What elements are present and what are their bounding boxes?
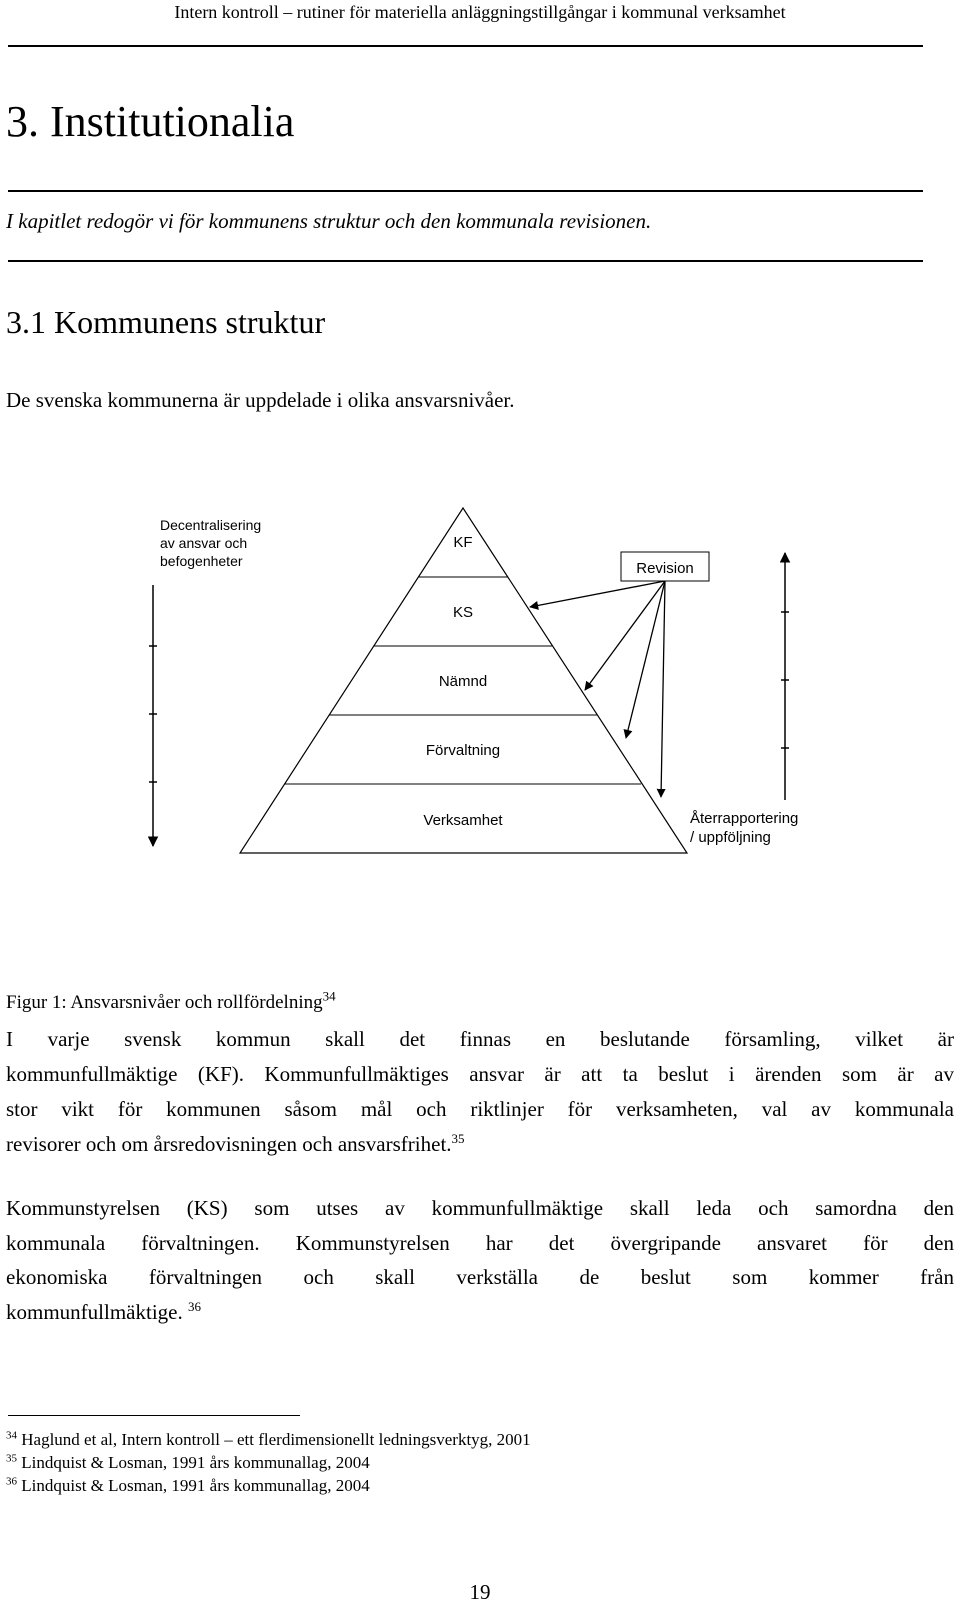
- paragraph-1-line-4: [6, 1129, 465, 1159]
- footnote-35-text: Lindquist & Losman, 1991 års kommunallag, 2004: [21, 1453, 370, 1472]
- paragraph-2-line-4: [6, 1297, 201, 1327]
- footnote-36-text: Lindquist & Losman, 1991 års kommunallag, 2004: [21, 1476, 370, 1495]
- footnote-35: [6, 1452, 370, 1474]
- decentralization-label-line-3: befogenheter: [160, 553, 243, 569]
- footnote-34-text: Haglund et al, Intern kontroll – ett flerdimensionellt ledningsverktyg, 2001: [21, 1430, 531, 1449]
- running-header: Intern kontroll – rutiner för materiella anläggningstillgångar i kommunal verksamhet: [174, 2, 786, 22]
- reporting-label-line-1: Återrapportering: [690, 810, 799, 827]
- decentralization-arrow: [149, 585, 157, 846]
- paragraph-1-note: 35: [451, 1131, 465, 1146]
- chapter-rule-bottom: [8, 260, 923, 262]
- figure-caption-text: Figur 1: Ansvarsnivåer och rollfördelning: [6, 992, 323, 1013]
- pyramid-level-kf: KF: [453, 534, 473, 551]
- decentralization-label-line-2: av ansvar och: [160, 535, 248, 551]
- decentralization-label-line-1: Decentralisering: [160, 517, 262, 533]
- section-lead: De svenska kommunerna är uppdelade i olika ansvarsnivåer.: [6, 388, 515, 412]
- paragraph-1-line-2: kommunfullmäktige (KF). Kommunfullmäktiges ansvar är att ta beslut i ärenden som är av: [6, 1062, 954, 1086]
- chapter-intro: I kapitlet redogör vi för kommunens struktur och den kommunala revisionen.: [6, 209, 652, 233]
- header-rule: [8, 45, 923, 47]
- footnote-separator: [8, 1415, 300, 1416]
- paragraph-2-line-4-text: kommunfullmäktige.: [6, 1300, 183, 1324]
- footnote-35-number: 35: [6, 1452, 17, 1465]
- footnote-34: [6, 1429, 531, 1451]
- revision-arrows: [530, 581, 665, 797]
- section-title: 3.1 Kommunens struktur: [6, 304, 326, 340]
- paragraph-1-line-3: stor vikt för kommunen såsom mål och riktlinjer för verksamheten, val av kommunala: [6, 1097, 954, 1121]
- revision-label: Revision: [636, 560, 694, 577]
- footnote-36-number: 36: [6, 1475, 17, 1488]
- paragraph-2-note: 36: [187, 1299, 201, 1314]
- reporting-label-line-2: / uppföljning: [690, 829, 771, 846]
- responsibility-pyramid-figure: [0, 500, 960, 900]
- pyramid-level-verksamhet: Verksamhet: [423, 812, 503, 829]
- paragraph-2-line-3: ekonomiska förvaltningen och skall verkställa de beslut som kommer från: [6, 1265, 954, 1289]
- chapter-rule-top: [8, 190, 923, 192]
- paragraph-2-line-1: Kommunstyrelsen (KS) som utses av kommunfullmäktige skall leda och samordna den: [6, 1196, 954, 1220]
- paragraph-1-line-1: I varje svensk kommun skall det finnas en beslutande församling, vilket är: [6, 1027, 954, 1051]
- paragraph-1-line-4-text: revisorer och om årsredovisningen och ansvarsfrihet.: [6, 1132, 452, 1156]
- paragraph-2-line-2: kommunala förvaltningen. Kommunstyrelsen har det övergripande ansvaret för den: [6, 1231, 954, 1255]
- chapter-title: 3. Institutionalia: [6, 97, 295, 146]
- page-number: 19: [469, 1580, 491, 1604]
- figure-caption-note: 34: [322, 988, 336, 1004]
- pyramid-level-forvaltning: Förvaltning: [425, 742, 501, 759]
- pyramid-level-ks: KS: [452, 604, 474, 621]
- footnote-36: [6, 1475, 370, 1497]
- reporting-arrow: [781, 553, 789, 800]
- footnote-34-number: 34: [6, 1429, 17, 1442]
- pyramid-level-namnd: Nämnd: [438, 673, 488, 690]
- figure-caption: [6, 990, 336, 1016]
